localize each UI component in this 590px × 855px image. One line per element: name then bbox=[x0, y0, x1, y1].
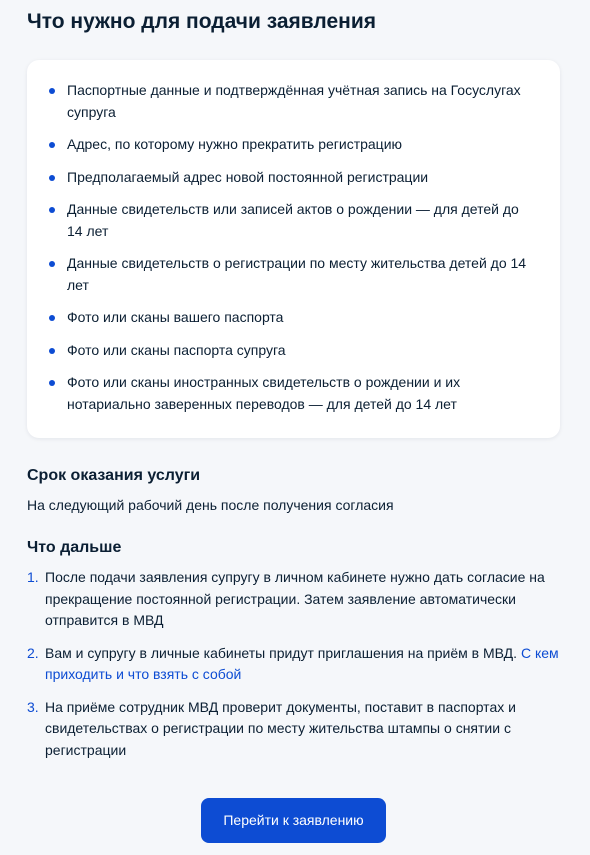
requirement-text: Фото или сканы вашего паспорта bbox=[67, 309, 284, 325]
term-text: На следующий рабочий день после получения согласия bbox=[27, 497, 394, 513]
next-steps-title: Что дальше bbox=[27, 539, 122, 556]
requirement-item bbox=[49, 372, 536, 415]
requirement-text: Данные свидетельств о регистрации по месту жительства детей до 14 лет bbox=[67, 255, 527, 293]
next-step-item bbox=[27, 697, 567, 762]
bullet-dot-icon bbox=[49, 142, 55, 148]
term-title: Срок оказания услуги bbox=[27, 467, 201, 484]
bullet-dot-icon bbox=[49, 88, 55, 94]
requirement-text: Фото или сканы иностранных свидетельств о рождении и их нотариально заверенных переводов — для детей до 14 лет bbox=[67, 374, 461, 412]
step-number: 2. bbox=[27, 644, 39, 661]
bullet-dot-icon bbox=[49, 175, 55, 181]
bullet-dot-icon bbox=[49, 207, 55, 213]
requirement-item bbox=[49, 80, 536, 123]
step-text: Вам и супругу в личные кабинеты придут приглашения на приём в МВД. bbox=[45, 644, 521, 661]
requirement-item bbox=[49, 340, 536, 362]
requirement-text: Адрес, по которому нужно прекратить регистрацию bbox=[67, 136, 403, 152]
next-step-item bbox=[27, 567, 567, 632]
requirements-card bbox=[27, 60, 560, 438]
step-text: На приёме сотрудник МВД проверит документы, поставит в паспортах и свидетельствах о регистрации по месту жительства штампы о снятии с регистрации bbox=[45, 698, 516, 758]
requirement-text: Паспортные данные и подтверждённая учётная запись на Госуслугах супруга bbox=[67, 82, 521, 120]
step-number: 1. bbox=[27, 569, 39, 585]
requirements-list bbox=[49, 80, 536, 415]
bullet-dot-icon bbox=[49, 348, 55, 354]
bullet-dot-icon bbox=[49, 380, 55, 386]
requirement-item bbox=[49, 253, 536, 296]
requirement-text: Предполагаемый адрес новой постоянной регистрации bbox=[67, 168, 429, 185]
bullet-dot-icon bbox=[49, 315, 55, 321]
requirement-item bbox=[49, 134, 536, 156]
requirement-text: Данные свидетельств или записей актов о рождении — для детей до 14 лет bbox=[67, 201, 519, 239]
step-text: После подачи заявления супругу в личном кабинете нужно дать согласие на прекращение постоянной регистрации. Затем заявление автоматически отправится в МВД bbox=[45, 569, 545, 628]
next-step-item bbox=[27, 643, 567, 686]
page-title: Что нужно для подачи заявления bbox=[27, 10, 377, 33]
step-number: 3. bbox=[27, 698, 39, 715]
requirement-text: Фото или сканы паспорта супруга bbox=[67, 341, 286, 358]
next-steps-list bbox=[27, 567, 567, 772]
what-to-bring-link[interactable]: С кем приходить и что взять с собой bbox=[45, 644, 559, 682]
requirement-item bbox=[49, 199, 536, 242]
bullet-dot-icon bbox=[49, 261, 55, 267]
requirement-item bbox=[49, 167, 536, 189]
go-to-application-button[interactable]: Перейти к заявлению bbox=[201, 798, 386, 843]
requirement-item bbox=[49, 307, 536, 329]
